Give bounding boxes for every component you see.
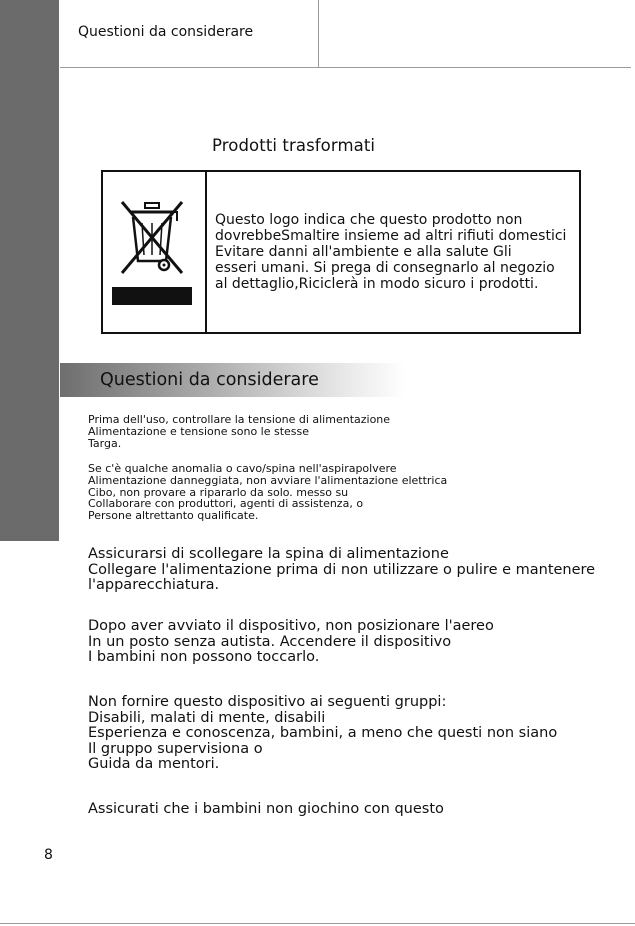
paragraph-unplug: Assicurarsi di scollegare la spina di alimentazione Collegare l'alimentazione prima di non utilizzare o pulire e mantenere l'apparecchiatura. xyxy=(88,546,596,593)
header-vertical-divider xyxy=(318,0,319,68)
weee-notice-text: Questo logo indica che questo prodotto non dovrebbeSmaltire insieme ad altri rifiuti domestici Evitare danni all'ambiente e alla salute Gli esseri umani. Si prega di consegnarlo al negozio al dettaglio,Riciclerà in modo sicuro i prodotti. xyxy=(215,212,567,292)
paragraph-damaged-cable: Se c'è qualche anomalia o cavo/spina nell'aspirapolvere Alimentazione danneggiata, non avviare l'alimentazione elettrica Cibo, non provare a ripararlo da solo. messo su Collaborare con produttori, agenti di assistenza, o Persone altrettanto qualificate. xyxy=(88,462,448,523)
weee-box-divider xyxy=(205,172,207,332)
weee-notice-box xyxy=(101,170,581,334)
paragraph-restricted-groups: Non fornire questo dispositivo ai seguenti gruppi: Disabili, malati di mente, disabili Esperienza e conoscenza, bambini, a meno che questi non siano Il gruppo supervisiona o Guida da mentori. xyxy=(88,694,558,772)
header-rule xyxy=(60,67,631,68)
weee-title: Prodotti trasformati xyxy=(212,136,376,155)
header-title: Questioni da considerare xyxy=(78,24,254,40)
section-title: Questioni da considerare xyxy=(100,370,319,390)
paragraph-children: Assicurati che i bambini non giochino con questo xyxy=(88,801,444,817)
paragraph-voltage-check: Prima dell'uso, controllare la tensione di alimentazione Alimentazione e tensione sono le stesse Targa. xyxy=(88,413,391,450)
crossed-out-wheelie-bin-icon xyxy=(112,197,192,311)
page-number: 8 xyxy=(44,847,53,863)
bottom-rule xyxy=(0,923,635,924)
paragraph-after-start: Dopo aver avviato il dispositivo, non posizionare l'aereo In un posto senza autista. Accendere il dispositivo I bambini non possono toccarlo. xyxy=(88,618,494,665)
sidebar-strip xyxy=(0,0,59,541)
